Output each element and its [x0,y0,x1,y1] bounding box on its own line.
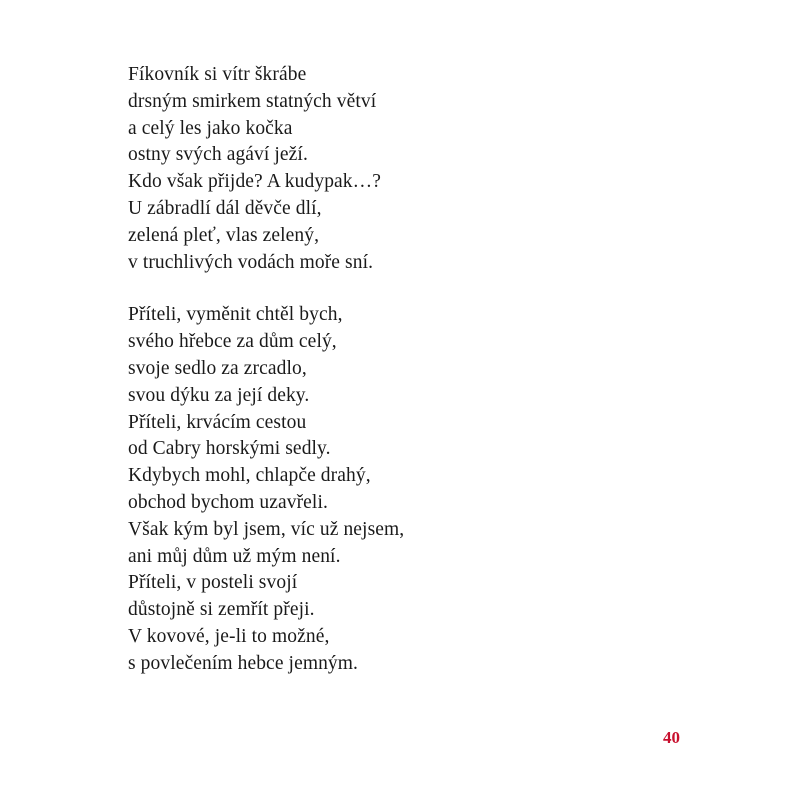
poem-line: Však kým byl jsem, víc už nejsem, [128,518,405,540]
poem-line: ani můj dům už mým není. [128,545,341,567]
poem-line: Příteli, vyměnit chtěl bych, [128,304,343,326]
poem-line: drsným smirkem statných větví [128,90,377,112]
poem-line: svou dýku za její deky. [128,384,310,406]
poem-line: svého hřebce za dům celý, [128,331,337,353]
poem-line: s povlečením hebce jemným. [128,652,359,674]
poem-line: zelená pleť, vlas zelený, [128,224,320,246]
poem-line: U zábradlí dál děvče dlí, [128,197,322,219]
poem-line: Příteli, v posteli svojí [128,572,298,594]
poem-line: ostny svých agáví ježí. [128,144,308,166]
poem-line: a celý les jako kočka [128,117,293,139]
poem-line: Kdybych mohl, chlapče drahý, [128,465,371,487]
stanza-1 [128,62,688,276]
poem-line: svoje sedlo za zrcadlo, [128,357,307,379]
poem-line: Příteli, krvácím cestou [128,411,307,433]
poem-line: v truchlivých vodách moře sní. [128,251,374,273]
poem [128,62,688,678]
page-number: 40 [663,728,680,747]
poem-line: Fíkovník si vítr škrábe [128,64,307,85]
stanza-2 [128,302,688,677]
poem-line: obchod bychom uzavřeli. [128,491,328,513]
poem-line: V kovové, je-li to možné, [128,625,330,647]
poem-line: důstojně si zemřít přeji. [128,599,315,621]
poem-line: Kdo však přijde? A kudypak…? [128,171,382,193]
poem-line: od Cabry horskými sedly. [128,438,331,460]
